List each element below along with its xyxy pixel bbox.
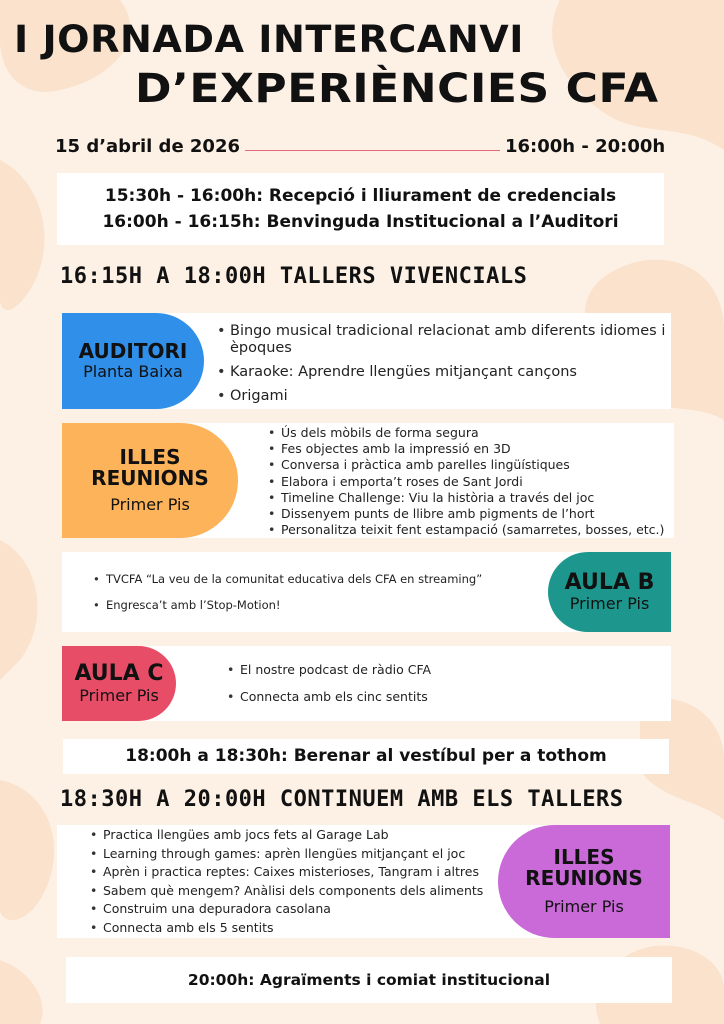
room-name: AUDITORI bbox=[78, 339, 188, 363]
page-title-line2: D’EXPERIÈNCIES CFA bbox=[135, 66, 659, 112]
event-hours: 16:00h - 20:00h bbox=[505, 136, 666, 157]
room-floor: Primer Pis bbox=[79, 685, 159, 705]
list-item: • Bingo musical tradicional relacionat amb diferents idiomes i èpoques bbox=[230, 323, 668, 357]
intro-line1: 15:30h - 16:00h: Recepció i lliurament de credencials bbox=[104, 186, 617, 206]
room-name: AULA B bbox=[564, 569, 655, 595]
list-item: • Origami bbox=[230, 388, 668, 405]
intro-box bbox=[57, 173, 664, 245]
list-item: • Engresca’t amb l’Stop-Motion! bbox=[106, 598, 546, 613]
list-item: • Fes objectes amb la impressió en 3D bbox=[281, 441, 671, 457]
room-floor: Primer Pis bbox=[544, 897, 624, 916]
list-item: • Learning through games: aprèn llengües mitjançant el joc bbox=[103, 845, 498, 864]
list-item: • Conversa i pràctica amb parelles lingüístiques bbox=[281, 457, 671, 473]
list-item: • Practica llengües amb jocs fets al Garage Lab bbox=[103, 826, 498, 845]
room-activities-illes-2 bbox=[103, 826, 498, 938]
room-floor: Primer Pis bbox=[569, 594, 650, 614]
list-item: • Connecta amb els cinc sentits bbox=[240, 689, 660, 705]
room-label-aula-b bbox=[548, 552, 671, 632]
room-label-auditori bbox=[62, 313, 204, 409]
list-item: • Connecta amb els 5 sentits bbox=[103, 919, 498, 938]
room-name: ILLES REUNIONS bbox=[91, 445, 209, 490]
closing-box: 20:00h: Agraïments i comiat institucional bbox=[66, 957, 672, 1003]
room-floor: Primer Pis bbox=[110, 495, 190, 514]
section2-title: 18:30H A 20:00H CONTINUEM AMB ELS TALLERS bbox=[60, 787, 624, 812]
room-activities-aula-c bbox=[240, 662, 660, 716]
room-label-illes-2 bbox=[498, 825, 670, 938]
room-name: AULA C bbox=[74, 661, 164, 687]
room-label-illes bbox=[62, 423, 238, 538]
event-date: 15 d’abril de 2026 bbox=[55, 136, 241, 157]
room-label-aula-c bbox=[62, 646, 176, 721]
list-item: • Dissenyem punts de llibre amb pigments de l’hort bbox=[281, 506, 671, 522]
list-item: • Sabem què mengem? Anàlisi dels components dels aliments bbox=[103, 882, 498, 901]
list-item: • Karaoke: Aprendre llengües mitjançant cançons bbox=[230, 364, 668, 381]
room-floor: Planta Baixa bbox=[83, 362, 183, 381]
intro-line2: 16:00h - 16:15h: Benvinguda Institucional a l’Auditori bbox=[102, 212, 619, 232]
list-item: • Elabora i emporta’t roses de Sant Jordi bbox=[281, 474, 671, 490]
section1-title: 16:15H A 18:00H TALLERS VIVENCIALS bbox=[60, 264, 528, 289]
date-divider bbox=[245, 150, 500, 151]
room-activities-aula-b bbox=[106, 572, 546, 624]
page-title-line1: I JORNADA INTERCANVI bbox=[14, 18, 524, 61]
list-item: • Timeline Challenge: Viu la història a través del joc bbox=[281, 490, 671, 506]
list-item: • Personalitza teixit fent estampació (samarretes, bosses, etc.) bbox=[281, 522, 671, 538]
list-item: • TVCFA “La veu de la comunitat educativa dels CFA en streaming” bbox=[106, 572, 546, 587]
room-activities-auditori bbox=[230, 323, 668, 412]
break-box: 18:00h a 18:30h: Berenar al vestíbul per a tothom bbox=[63, 739, 669, 774]
list-item: • El nostre podcast de ràdio CFA bbox=[240, 662, 660, 678]
list-item: • Ús dels mòbils de forma segura bbox=[281, 425, 671, 441]
room-name: ILLES REUNIONS bbox=[525, 845, 643, 890]
list-item: • Construim una depuradora casolana bbox=[103, 900, 498, 919]
list-item: • Aprèn i practica reptes: Caixes misterioses, Tangram i altres bbox=[103, 863, 498, 882]
room-activities-illes bbox=[281, 425, 671, 538]
